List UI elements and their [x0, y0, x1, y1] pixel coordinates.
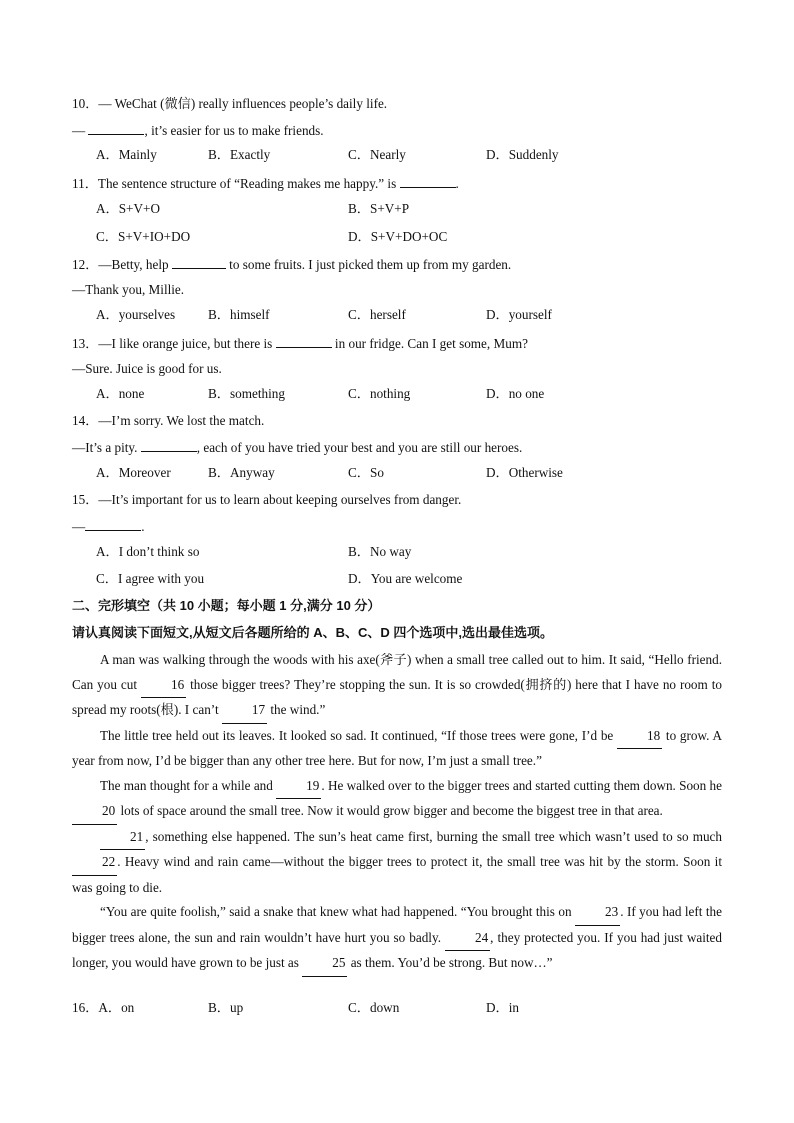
q12-option-a: A．yourselves	[96, 307, 176, 322]
q11-stem: 11．The sentence structure of “Reading makes me happy.” is .	[72, 176, 459, 191]
passage-paragraph: 21 , something else happened. The sun’s heat came first, burning the small tree which wasn’t used to so much 22 . Heavy wind and rain came—without the bigger trees to protect it, the small tree was hit by the storm. Soon it was going to die.	[72, 825, 722, 901]
q16-option-b: B．up	[208, 1000, 244, 1015]
q15-option-a: A．I don’t think so	[96, 544, 200, 559]
answer-blank	[141, 439, 197, 452]
answer-blank	[400, 175, 456, 188]
q10-reply: — , it’s easier for us to make friends.	[72, 123, 324, 138]
blank-22: 22	[72, 850, 117, 876]
answer-blank	[276, 335, 332, 348]
answer-blank	[172, 256, 226, 269]
q14-option-d: D．Otherwise	[486, 465, 563, 480]
q10-stem: 10．— WeChat (微信) really influences people’s daily life.	[72, 96, 388, 111]
section-title: 二、完形填空（共 10 小题；每小题 1 分,满分 10 分）	[72, 598, 381, 613]
q14-option-b: B．Anyway	[208, 465, 275, 480]
q16-option-d: D．in	[486, 1000, 519, 1015]
q13-option-b: B．something	[208, 386, 285, 401]
q10-option-c: C．Nearly	[348, 147, 406, 162]
cloze-passage	[72, 648, 722, 977]
blank-20: 20	[72, 799, 117, 825]
blank-25: 25	[302, 951, 347, 977]
answer-blank	[88, 122, 144, 135]
q10-option-b: B．Exactly	[208, 147, 271, 162]
blank-24: 24	[445, 926, 490, 952]
blank-18: 18	[617, 724, 662, 750]
q16-option-a: 16．A．on	[72, 1000, 135, 1015]
q10-option-a: A．Mainly	[96, 147, 157, 162]
blank-19: 19	[276, 774, 321, 800]
q15-option-b: B．No way	[348, 544, 412, 559]
q12-option-c: C．herself	[348, 307, 406, 322]
q12-option-b: B．himself	[208, 307, 270, 322]
q13-option-d: D．no one	[486, 386, 545, 401]
q15-stem: 15．—It’s important for us to learn about keeping ourselves from danger.	[72, 492, 462, 507]
q13-option-c: C．nothing	[348, 386, 411, 401]
q12-option-d: D．yourself	[486, 307, 552, 322]
q15-reply: — .	[72, 519, 145, 534]
q13-reply: —Sure. Juice is good for us.	[72, 361, 222, 376]
q12-reply: —Thank you, Millie.	[72, 282, 185, 297]
q13-stem: 13．—I like orange juice, but there is in our fridge. Can I get some, Mum?	[72, 336, 528, 351]
q14-reply: —It’s a pity. , each of you have tried your best and you are still our heroes.	[72, 440, 523, 455]
q11-option-d: D．S+V+DO+OC	[348, 229, 448, 244]
passage-paragraph: “You are quite foolish,” said a snake that knew what had happened. “You brought this on 23 . If you had left the bigger trees alone, the sun and rain wouldn’t have hurt you so badly. 24 , they protected you. If you had just waited longer, you would have grown to be just as 25 as them. You’d be strong. But now…”	[72, 900, 722, 977]
q15-option-c: C．I agree with you	[96, 571, 205, 586]
passage-paragraph: A man was walking through the woods with his axe(斧子) when a small tree called out to him. It said, “Hello friend. Can you cut 16 those bigger trees? They’re stopping the sun. It is so crowded(拥挤的) here that I have no room to spread my roots(根). I can’t 17 the wind.”	[72, 648, 722, 724]
answer-blank	[85, 518, 141, 531]
q14-stem: 14．—I’m sorry. We lost the match.	[72, 413, 265, 428]
q11-option-a: A．S+V+O	[96, 201, 160, 216]
q10-option-d: D．Suddenly	[486, 147, 559, 162]
q11-option-b: B．S+V+P	[348, 201, 410, 216]
blank-21: 21	[100, 825, 145, 851]
blank-16: 16	[141, 673, 186, 699]
q14-option-c: C．So	[348, 465, 384, 480]
q12-stem: 12．—Betty, help to some fruits. I just picked them up from my garden.	[72, 257, 512, 272]
q14-option-a: A．Moreover	[96, 465, 171, 480]
q11-option-c: C．S+V+IO+DO	[96, 229, 191, 244]
q16-option-c: C．down	[348, 1000, 400, 1015]
q15-option-d: D．You are welcome	[348, 571, 463, 586]
q13-option-a: A．none	[96, 386, 145, 401]
passage-paragraph: The little tree held out its leaves. It looked so sad. It continued, “If those trees were gone, I’d be 18 to grow. A year from now, I’d be bigger than any other tree here. But for now, I’m just a small tree.”	[72, 724, 722, 774]
blank-23: 23	[575, 900, 620, 926]
passage-paragraph: The man thought for a while and 19 . He walked over to the bigger trees and started cutting them down. Soon he 20 lots of space around the small tree. Now it would grow bigger and become the biggest tree in that area.	[72, 774, 722, 825]
blank-17: 17	[222, 698, 267, 724]
section-instruction: 请认真阅读下面短文,从短文后各题所给的 A、B、C、D 四个选项中,选出最佳选项。	[72, 625, 554, 640]
